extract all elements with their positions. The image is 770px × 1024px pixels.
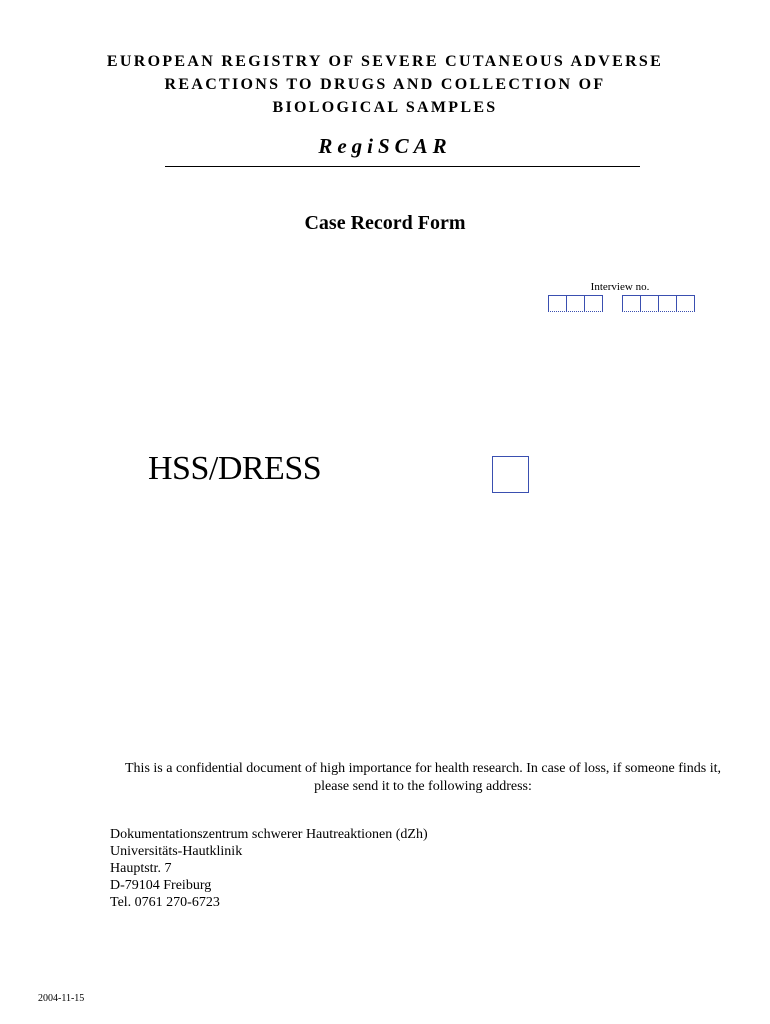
interview-digit-box[interactable] xyxy=(676,295,695,312)
interview-digit-box[interactable] xyxy=(584,295,603,312)
interview-number-group-2 xyxy=(622,295,694,312)
registry-title-line-2: REACTIONS TO DRUGS AND COLLECTION OF xyxy=(164,76,606,93)
address-line: D-79104 Freiburg xyxy=(110,878,212,893)
title-divider xyxy=(165,166,640,167)
interview-number-group-1 xyxy=(548,295,602,312)
case-type-label: HSS/DRESS xyxy=(148,450,322,487)
interview-digit-box[interactable] xyxy=(622,295,641,312)
document-date: 2004-11-15 xyxy=(38,993,85,1004)
case-type-checkbox[interactable] xyxy=(492,456,529,493)
registry-title-line-3: BIOLOGICAL SAMPLES xyxy=(272,99,498,116)
address-line: Tel. 0761 270-6723 xyxy=(110,895,220,910)
address-line: Dokumentationszentrum schwerer Hautreaktionen (dZh) xyxy=(110,827,428,842)
interview-digit-box[interactable] xyxy=(548,295,567,312)
address-line: Universitäts-Hautklinik xyxy=(110,844,243,859)
registry-title xyxy=(0,50,770,119)
return-address xyxy=(110,826,428,911)
registry-title-line-1: EUROPEAN REGISTRY OF SEVERE CUTANEOUS ADVERSE xyxy=(106,53,664,70)
confidentiality-notice: This is a confidential document of high importance for health research. In case of loss, if someone finds it, please send it to the following address: xyxy=(125,761,721,794)
interview-digit-box[interactable] xyxy=(640,295,659,312)
interview-number-label: Interview no. xyxy=(590,281,650,293)
interview-digit-box[interactable] xyxy=(566,295,585,312)
interview-digit-box[interactable] xyxy=(658,295,677,312)
brand-name: RegiSCAR xyxy=(318,134,452,158)
form-title: Case Record Form xyxy=(304,212,466,234)
address-line: Hauptstr. 7 xyxy=(110,861,172,876)
